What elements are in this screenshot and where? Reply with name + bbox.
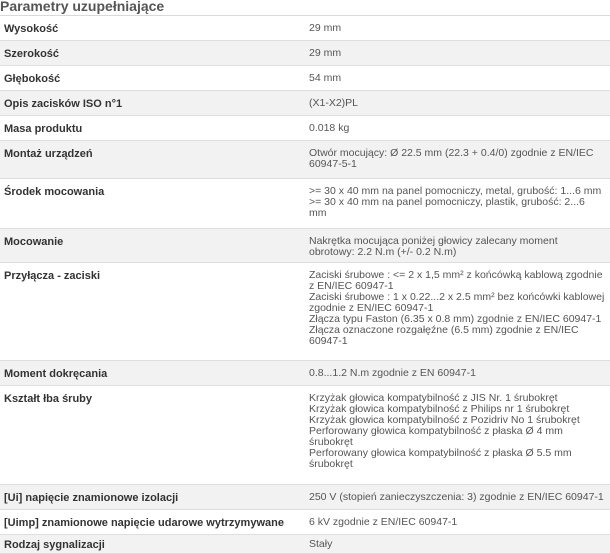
parameter-value xyxy=(309,270,607,347)
parameter-value-line: 0.018 kg xyxy=(309,122,350,134)
parameter-value-line: Otwór mocujący: Ø 22.5 mm (22.3 + 0.4/0) zgodnie z EN/IEC xyxy=(309,147,594,159)
parameter-value-line: 29 mm xyxy=(309,22,342,34)
table-row xyxy=(0,229,610,263)
parameter-value-line: obrotowy: 2.2 N.m (+/- 0.2 N.m) xyxy=(309,246,457,258)
parameter-value xyxy=(309,148,607,170)
parameter-value-line: Krzyżak głowica kompatybilność z Pozidriv No 1 śrubokręt xyxy=(309,414,580,426)
parameter-value xyxy=(309,393,607,470)
parameter-value-line: (X1-X2)PL xyxy=(309,97,359,109)
table-row xyxy=(0,91,610,116)
parameter-value xyxy=(309,123,607,134)
parameter-value-line: Krzyżak głowica kompatybilność z Philips nr 1 śrubokręt xyxy=(309,403,570,415)
parameter-value-line: zgodnie z EN/IEC 60947-1 xyxy=(309,302,434,314)
parameter-value-line: Stały xyxy=(309,538,333,550)
parameter-label: Przyłącza - zaciski xyxy=(4,270,101,282)
parameter-value-line: Perforowany głowica kompatybilność z płaska Ø 4 mm xyxy=(309,425,563,437)
parameter-value-line: śrubokręt xyxy=(309,436,353,448)
parameter-label: [Uimp] znamionowe napięcie udarowe wytrzymywane xyxy=(4,517,284,529)
parameter-label: Środek mocowania xyxy=(4,186,105,198)
parameter-label: Kształt łba śruby xyxy=(4,393,93,405)
parameter-value-line: 6 kV zgodnie z EN/IEC 60947-1 xyxy=(309,516,458,528)
parameter-label: Opis zacisków ISO n°1 xyxy=(4,98,123,110)
parameter-value-line: Zaciski śrubowe : <= 2 x 1,5 mm² z końcówką kablową zgodnie xyxy=(309,269,603,281)
parameter-value-line: 60947-1 xyxy=(309,335,348,347)
parameter-label: Rodzaj sygnalizacji xyxy=(4,539,105,551)
parameter-value-line: Nakrętka mocująca poniżej głowicy zalecany moment xyxy=(309,235,558,247)
parameter-label: Głębokość xyxy=(4,73,61,85)
section-title: Parametry uzupełniające xyxy=(0,0,610,16)
parameter-value xyxy=(309,48,607,59)
parameter-value-line: Perforowany głowica kompatybilność z płaska Ø 5.5 mm xyxy=(309,447,572,459)
parameter-value-line: 54 mm xyxy=(309,72,342,84)
parameter-value xyxy=(309,186,607,219)
parameter-value-line: 0.8...1.2 N.m zgodnie z EN 60947-1 xyxy=(309,367,476,379)
table-row xyxy=(0,386,610,485)
parameter-value xyxy=(309,73,607,84)
parameter-value-line: śrubokręt xyxy=(309,458,353,470)
parameter-value xyxy=(309,236,607,258)
table-row xyxy=(0,510,610,535)
table-row xyxy=(0,41,610,66)
parameter-label: [Ui] napięcie znamionowe izolacji xyxy=(4,492,179,504)
parameter-value-line: >= 30 x 40 mm na panel pomocniczy, metal, grubość: 1...6 mm xyxy=(309,185,602,197)
table-row xyxy=(0,141,610,179)
parameter-value-line: Złącza typu Faston (6.35 x 0.8 mm) zgodnie z EN/IEC 60947-1 xyxy=(309,313,602,325)
table-row xyxy=(0,16,610,41)
table-row xyxy=(0,485,610,510)
table-row xyxy=(0,361,610,386)
parameter-value-line: 60947-5-1 xyxy=(309,158,357,170)
parameter-value-line: >= 30 x 40 mm na panel pomocniczy, plastik, grubość: 2...6 xyxy=(309,196,585,208)
table-row xyxy=(0,66,610,91)
parameter-label: Montaż urządzeń xyxy=(4,148,93,160)
parameter-value-line: z EN/IEC 60947-1 xyxy=(309,280,394,292)
parameter-value xyxy=(309,517,607,528)
parameter-value-line: 250 V (stopień zanieczyszczenia: 3) zgodnie z EN/IEC 60947-1 xyxy=(309,491,604,503)
parameter-label: Moment dokręcania xyxy=(4,368,108,380)
parameter-label: Wysokość xyxy=(4,23,59,35)
parameter-value xyxy=(309,492,607,503)
parameter-value xyxy=(309,539,607,550)
table-row xyxy=(0,179,610,229)
parameter-value-line: Zaciski śrubowe : 1 x 0.22...2 x 2.5 mm² bez końcówki kablowej xyxy=(309,291,605,303)
table-row xyxy=(0,263,610,361)
table-row xyxy=(0,535,610,554)
parameter-label: Mocowanie xyxy=(4,236,64,248)
parameter-label: Masa produktu xyxy=(4,123,83,135)
parameter-value-line: mm xyxy=(309,207,327,219)
parameter-value xyxy=(309,98,607,109)
parameter-value-line: 29 mm xyxy=(309,47,342,59)
parameter-value xyxy=(309,23,607,34)
parameter-label: Szerokość xyxy=(4,48,60,60)
parameter-value-line: Złącza oznaczone rozgałęźne (6.5 mm) zgodnie z EN/IEC xyxy=(309,324,579,336)
table-row xyxy=(0,116,610,141)
parameter-value-line: Krzyżak głowica kompatybilność z JIS Nr. 1 śrubokręt xyxy=(309,392,558,404)
parameter-value xyxy=(309,368,607,379)
